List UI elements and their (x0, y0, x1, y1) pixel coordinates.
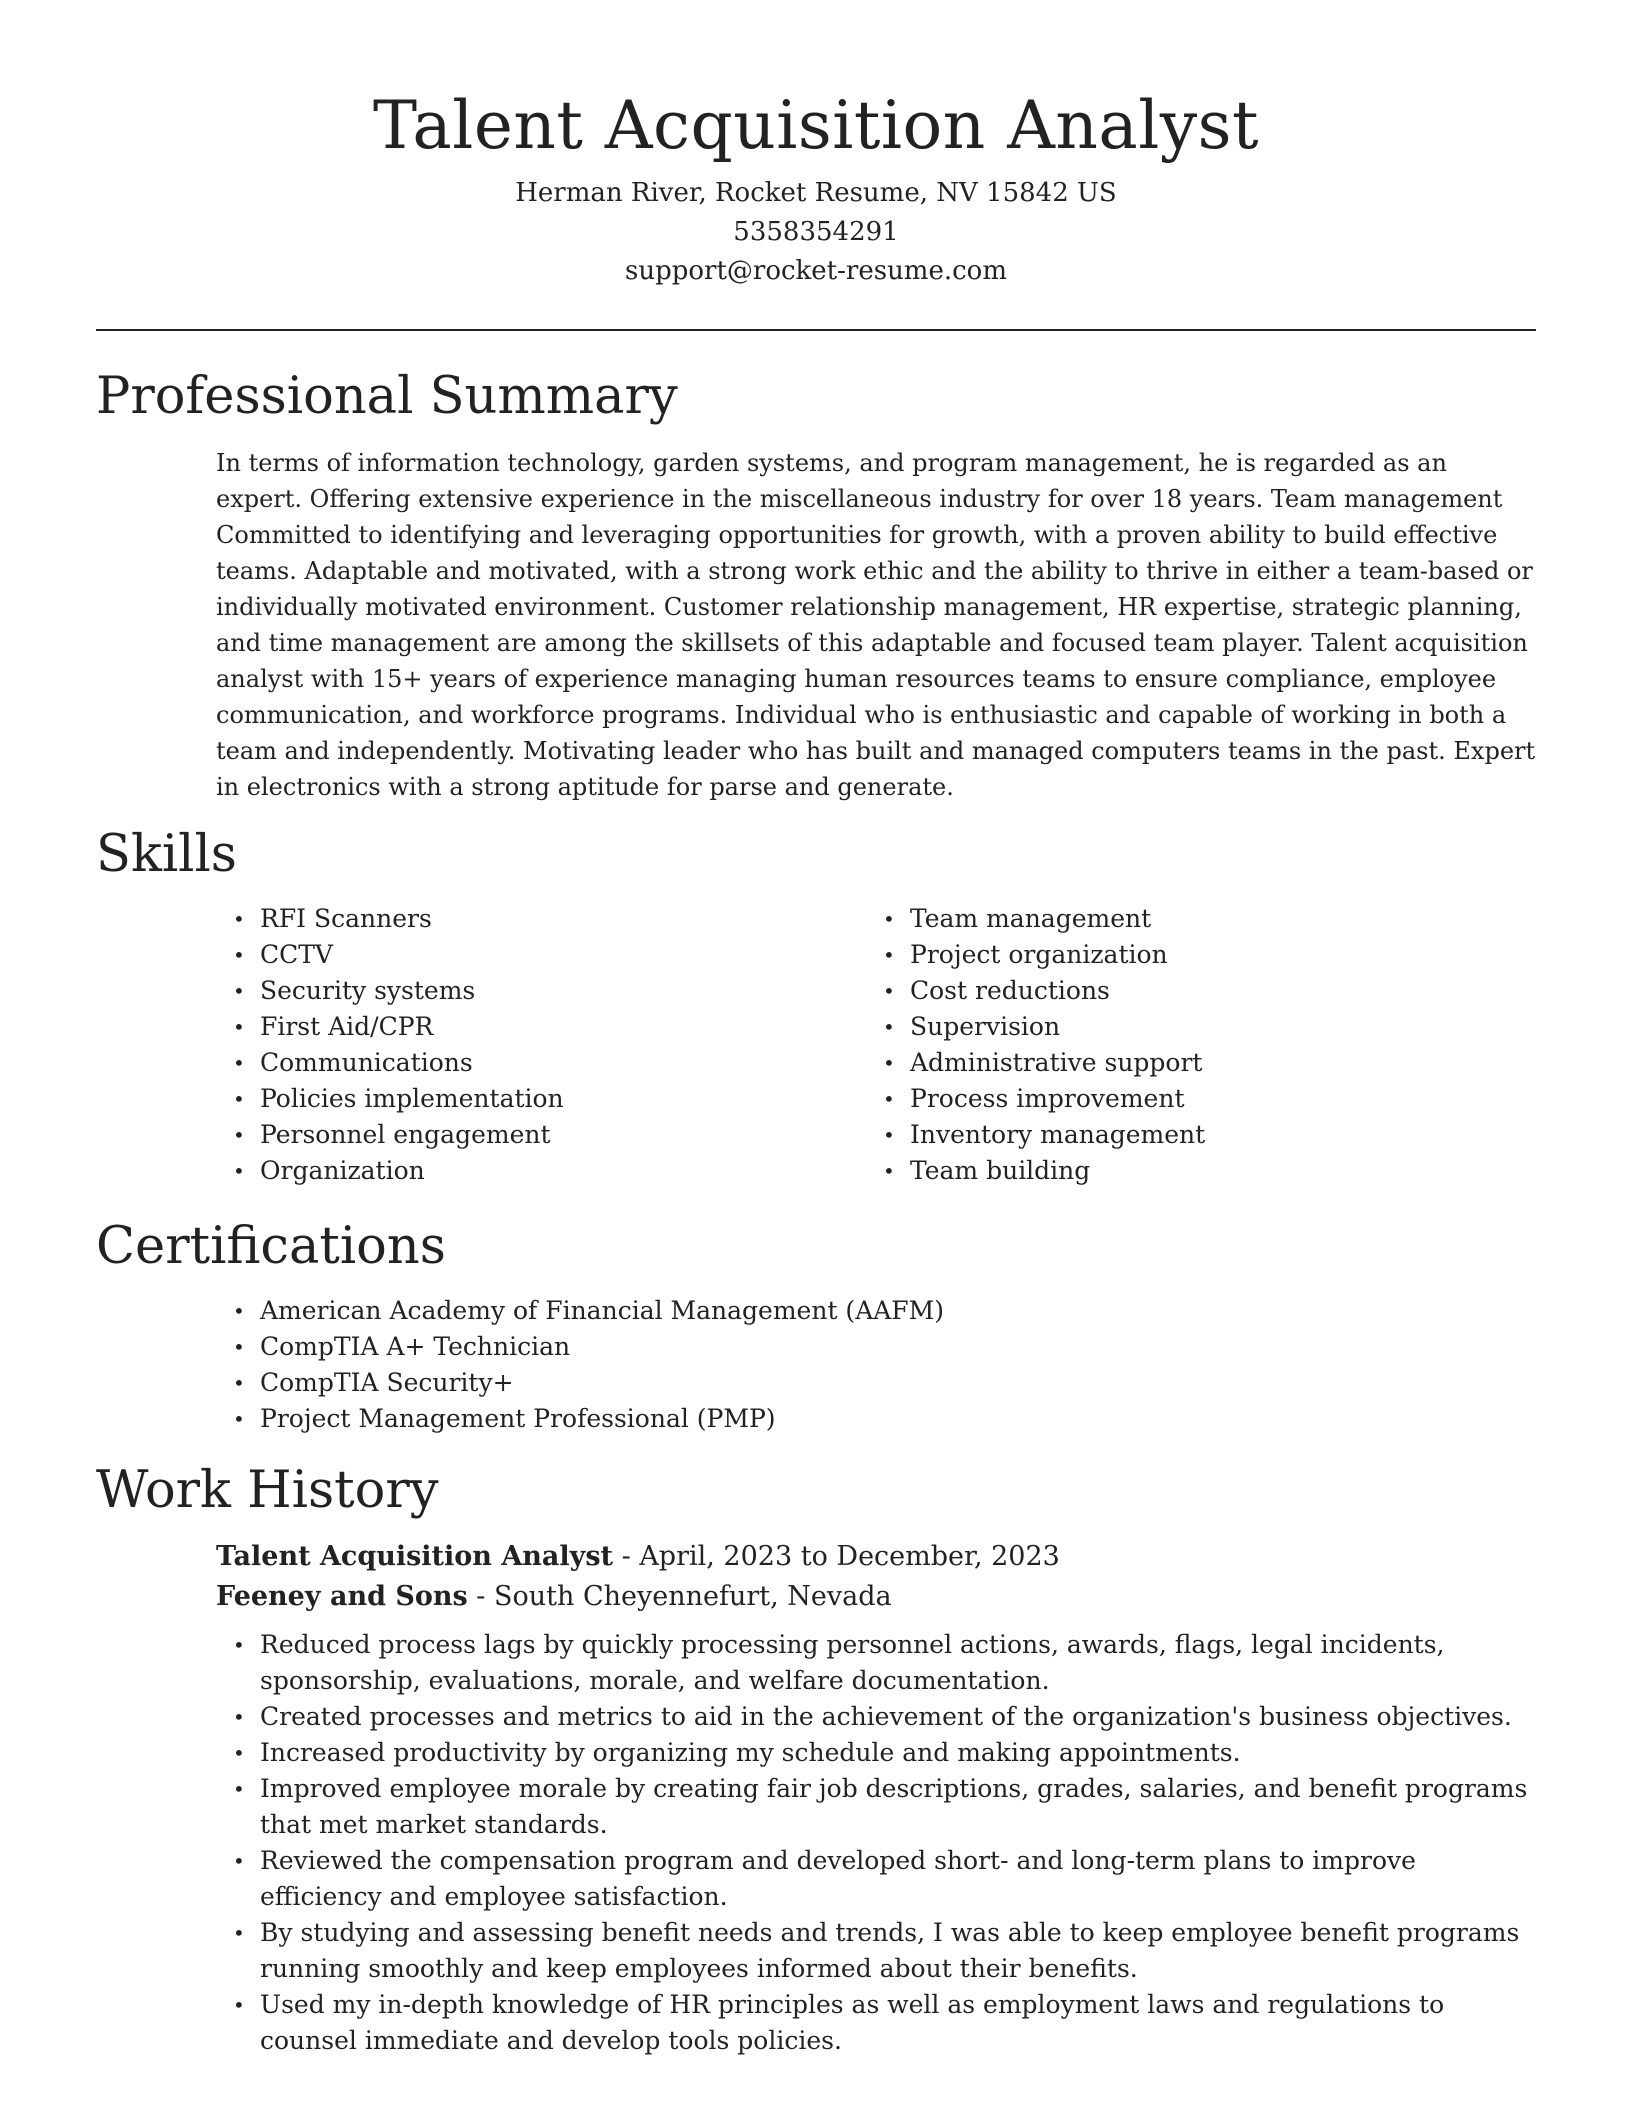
job-separator: - (467, 1581, 494, 1612)
list-item (233, 1699, 1536, 1735)
list-item (233, 1009, 866, 1045)
list-item-text: Reviewed the compensation program and developed short- and long-term plans to improve efficiency and employee satisfaction. (260, 1846, 1416, 1911)
bullet-mark: • (233, 1087, 245, 1111)
certifications-list (216, 1293, 1536, 1437)
list-item-text: Security systems (260, 976, 476, 1005)
bullet-mark: • (233, 1849, 245, 1873)
job-duties-list (216, 1627, 1536, 2059)
bullet-mark: • (233, 1741, 245, 1765)
list-item (233, 1045, 866, 1081)
list-item (883, 901, 1516, 937)
list-item (233, 1843, 1536, 1915)
skills-list-right (866, 901, 1516, 1189)
bullet-mark: • (233, 1123, 245, 1147)
list-item (233, 1293, 1536, 1329)
bullet-mark: • (233, 1299, 245, 1323)
bullet-mark: • (883, 943, 895, 967)
resume-page (96, 0, 1536, 2059)
list-item-text: Personnel engagement (260, 1120, 551, 1149)
job-location: South Cheyennefurt, Nevada (494, 1581, 892, 1612)
list-item (233, 1987, 1536, 2059)
bullet-mark: • (883, 1159, 895, 1183)
list-item (233, 937, 866, 973)
list-item (883, 1153, 1516, 1189)
list-item (233, 901, 866, 937)
bullet-mark: • (233, 1015, 245, 1039)
bullet-mark: • (233, 907, 245, 931)
list-item-text: First Aid/CPR (260, 1012, 434, 1041)
list-item-text: CompTIA Security+ (260, 1368, 514, 1397)
list-item (883, 973, 1516, 1009)
skills-columns (216, 901, 1536, 1189)
list-item (233, 1771, 1536, 1843)
bullet-mark: • (233, 1159, 245, 1183)
summary-text: In terms of information technology, garden systems, and program management, he is regarded as an expert. Offering extensive experience in the miscellaneous industry for over 18 years. Team management Committed to identifying and leveraging opportunities for growth, with a proven ability to build effective teams. Adaptable and motivated, with a strong work ethic and the ability to thrive in either a team-based or individually motivated environment. Customer relationship management, HR expertise, strategic planning, and time management are among the skillsets of this adaptable and focused team player. Talent acquisition analyst with 15+ years of experience managing human resources teams to ensure compliance, employee communication, and workforce programs. Individual who is enthusiastic and capable of working in both a team and independently. Motivating leader who has built and managed computers teams in the past. Expert in electronics with a strong aptitude for parse and generate. (216, 449, 1536, 801)
list-item (233, 1153, 866, 1189)
list-item (883, 1081, 1516, 1117)
bullet-mark: • (233, 979, 245, 1003)
skills-list-left (216, 901, 866, 1189)
list-item-text: Process improvement (910, 1084, 1185, 1113)
list-item-text: Project organization (910, 940, 1168, 969)
summary-heading: Professional Summary (96, 367, 678, 426)
job-duties (216, 1627, 1536, 2059)
list-item-text: Team management (910, 904, 1152, 933)
job-separator: - (613, 1541, 640, 1572)
list-item-text: CCTV (260, 940, 333, 969)
bullet-mark: • (233, 1051, 245, 1075)
list-item-text: Cost reductions (910, 976, 1110, 1005)
bullet-mark: • (233, 1407, 245, 1431)
list-item-text: Project Management Professional (PMP) (260, 1404, 776, 1433)
list-item (233, 1329, 1536, 1365)
list-item (233, 1627, 1536, 1699)
bullet-mark: • (233, 1777, 245, 1801)
list-item-text: Team building (910, 1156, 1091, 1185)
list-item (233, 1081, 866, 1117)
list-item (233, 1735, 1536, 1771)
contact-phone: 5358354291 (733, 217, 899, 247)
bullet-mark: • (233, 1633, 245, 1657)
skills-column-left (216, 901, 866, 1189)
certifications-block (216, 1293, 1536, 1437)
resume-header (96, 0, 1536, 291)
contact-address: Herman River, Rocket Resume, NV 15842 US (515, 178, 1117, 208)
job-position: Talent Acquisition Analyst (216, 1541, 614, 1572)
list-item (233, 1117, 866, 1153)
bullet-mark: • (233, 1335, 245, 1359)
list-item-text: Improved employee morale by creating fair job descriptions, grades, salaries, and benefit programs that met market standards. (260, 1774, 1528, 1839)
list-item (883, 1009, 1516, 1045)
list-item-text: Policies implementation (260, 1084, 564, 1113)
list-item-text: Supervision (910, 1012, 1061, 1041)
list-item-text: Communications (260, 1048, 473, 1077)
bullet-mark: • (883, 1051, 895, 1075)
list-item-text: CompTIA A+ Technician (260, 1332, 571, 1361)
job-company-line (216, 1577, 1536, 1617)
bullet-mark: • (233, 1705, 245, 1729)
certifications-heading: Certifications (96, 1217, 446, 1276)
work-history-heading: Work History (96, 1461, 439, 1520)
list-item-text: Used my in-depth knowledge of HR principles as well as employment laws and regulations to counsel immediate and develop tools policies. (260, 1990, 1445, 2055)
bullet-mark: • (233, 1921, 245, 1945)
list-item (233, 973, 866, 1009)
header-divider (96, 329, 1536, 331)
bullet-mark: • (883, 1015, 895, 1039)
bullet-mark: • (233, 1371, 245, 1395)
bullet-mark: • (883, 907, 895, 931)
list-item-text: Created processes and metrics to aid in the achievement of the organization's business objectives. (260, 1702, 1512, 1731)
list-item (883, 1045, 1516, 1081)
list-item-text: Inventory management (910, 1120, 1206, 1149)
list-item (883, 1117, 1516, 1153)
list-item (233, 1365, 1536, 1401)
job-dates: April, 2023 to December, 2023 (639, 1541, 1060, 1572)
job-title-line (216, 1537, 1536, 1577)
skills-heading: Skills (96, 825, 237, 884)
list-item-text: Reduced process lags by quickly processing personnel actions, awards, flags, legal incidents, sponsorship, evaluations, morale, and welfare documentation. (260, 1630, 1445, 1695)
candidate-title: Talent Acquisition Analyst (372, 87, 1260, 164)
list-item (233, 1915, 1536, 1987)
list-item-text: American Academy of Financial Management (AAFM) (260, 1296, 944, 1325)
job-company: Feeney and Sons (216, 1581, 468, 1612)
bullet-mark: • (883, 1123, 895, 1147)
list-item-text: Administrative support (910, 1048, 1203, 1077)
job-header (216, 1537, 1536, 1617)
list-item-text: RFI Scanners (260, 904, 432, 933)
list-item-text: Increased productivity by organizing my schedule and making appointments. (260, 1738, 1241, 1767)
contact-email: support@rocket-resume.com (624, 256, 1007, 286)
skills-column-right (866, 901, 1516, 1189)
list-item (233, 1401, 1536, 1437)
bullet-mark: • (883, 979, 895, 1003)
bullet-mark: • (883, 1087, 895, 1111)
list-item-text: By studying and assessing benefit needs and trends, I was able to keep employee benefit programs running smoothly and keep employees informed about their benefits. (260, 1918, 1520, 1983)
bullet-mark: • (233, 1993, 245, 2017)
list-item (883, 937, 1516, 973)
list-item-text: Organization (260, 1156, 425, 1185)
bullet-mark: • (233, 943, 245, 967)
job-entry (96, 1537, 1536, 2059)
